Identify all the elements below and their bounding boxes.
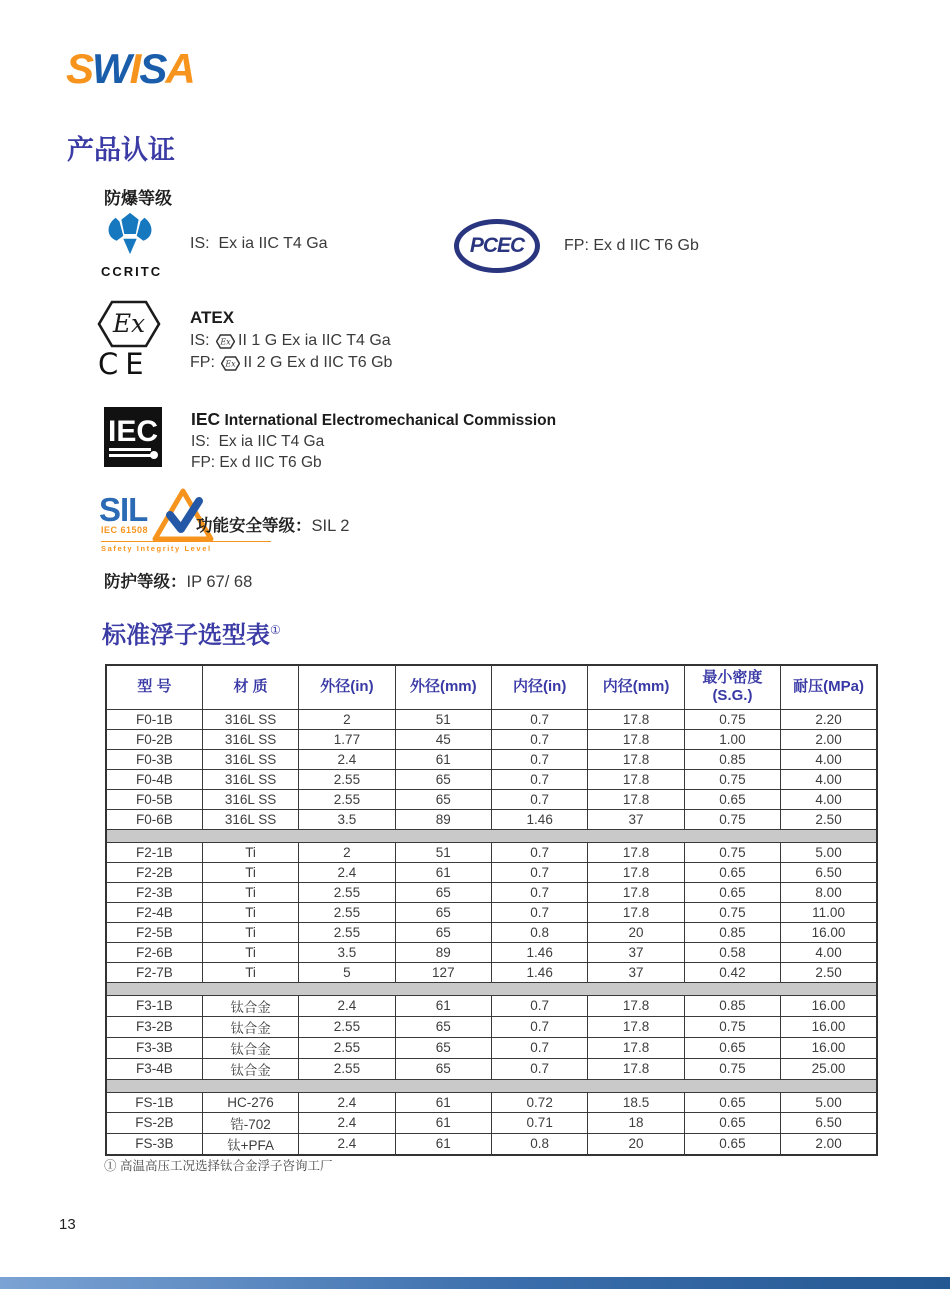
table-cell: F2-5B [106, 922, 202, 942]
table-cell: 0.72 [492, 1092, 588, 1112]
table-cell: 51 [395, 842, 491, 862]
atex-block [190, 308, 392, 372]
table-cell: 20 [588, 922, 684, 942]
ex-hexagon-small-icon [216, 334, 235, 349]
table-row [106, 1133, 877, 1155]
table-cell: 1.77 [299, 729, 395, 749]
table-cell: 65 [395, 902, 491, 922]
table-cell: F0-1B [106, 709, 202, 729]
table-cell: 0.7 [492, 1058, 588, 1079]
table-cell: F2-3B [106, 882, 202, 902]
table-cell: 45 [395, 729, 491, 749]
brand-logo [66, 45, 194, 92]
table-row [106, 789, 877, 809]
table-cell: 0.65 [684, 1112, 780, 1133]
brand-letter: I [129, 45, 140, 92]
table-row [106, 1112, 877, 1133]
table-separator-cell [106, 829, 877, 842]
ip-rating-value: IP 67/ 68 [186, 573, 253, 591]
table-cell: 5.00 [781, 842, 877, 862]
table-cell: 0.85 [684, 922, 780, 942]
table-cell: 316L SS [202, 709, 298, 729]
column-header: 内径(in) [492, 665, 588, 709]
table-cell: 20 [588, 1133, 684, 1155]
table-cell: 0.65 [684, 1092, 780, 1112]
table-cell: F0-4B [106, 769, 202, 789]
iec-title-strong: IEC [191, 409, 221, 429]
table-cell: 17.8 [588, 789, 684, 809]
table-cell: 0.85 [684, 995, 780, 1016]
table-cell: 0.75 [684, 769, 780, 789]
table-cell: F0-5B [106, 789, 202, 809]
table-cell: 0.42 [684, 962, 780, 982]
table-body [106, 709, 877, 1155]
table-cell: 61 [395, 1112, 491, 1133]
footer-bar [0, 1277, 950, 1289]
ccritc-emblem-icon [101, 244, 159, 261]
table-cell: 2.4 [299, 1133, 395, 1155]
table-cell: 17.8 [588, 882, 684, 902]
sil-logo-text: SIL [99, 491, 148, 528]
table-cell: 0.7 [492, 882, 588, 902]
table-row [106, 922, 877, 942]
table-cell: F2-4B [106, 902, 202, 922]
table-cell: Ti [202, 942, 298, 962]
table-cell: 0.7 [492, 789, 588, 809]
table-cell: 0.65 [684, 1037, 780, 1058]
table-row [106, 1058, 877, 1079]
ccritc-rating-text: IS: Ex ia IIC T4 Ga [190, 235, 328, 252]
table-cell: F0-3B [106, 749, 202, 769]
table-cell: F2-7B [106, 962, 202, 982]
table-cell: 2.4 [299, 1092, 395, 1112]
table-cell: 0.7 [492, 1016, 588, 1037]
table-cell: Ti [202, 902, 298, 922]
table-cell: 锆-702 [202, 1112, 298, 1133]
table-cell: Ti [202, 842, 298, 862]
table-row [106, 709, 877, 729]
ccritc-logo [101, 211, 171, 279]
table-separator-cell [106, 982, 877, 995]
table-cell: 17.8 [588, 862, 684, 882]
table-cell: 0.7 [492, 995, 588, 1016]
float-selection-table [105, 664, 878, 1156]
sil-caption: Safety Integrity Level [101, 541, 271, 553]
table-cell: FS-1B [106, 1092, 202, 1112]
table-cell: 17.8 [588, 709, 684, 729]
table-cell: 316L SS [202, 769, 298, 789]
table-cell: 0.75 [684, 1016, 780, 1037]
table-row [106, 862, 877, 882]
table-cell: 0.65 [684, 882, 780, 902]
table-cell: F2-2B [106, 862, 202, 882]
sil-rating-line [196, 512, 349, 536]
float-table-title-text: 标准浮子选型表 [102, 622, 270, 649]
atex-fp-prefix: FP: [190, 354, 220, 371]
table-cell: 17.8 [588, 749, 684, 769]
page-title: 产品认证 [67, 135, 175, 165]
table-cell: 65 [395, 922, 491, 942]
table-cell: 2.55 [299, 789, 395, 809]
table-cell: 25.00 [781, 1058, 877, 1079]
column-header: 外径(mm) [395, 665, 491, 709]
table-cell: F2-1B [106, 842, 202, 862]
table-row [106, 1092, 877, 1112]
float-table-title-sup: ① [270, 623, 281, 637]
table-cell: 2 [299, 842, 395, 862]
table-cell: 0.75 [684, 842, 780, 862]
table-cell: 16.00 [781, 922, 877, 942]
ip-rating-line [104, 568, 252, 592]
table-cell: 2 [299, 709, 395, 729]
table-cell: F0-2B [106, 729, 202, 749]
table-cell: 37 [588, 962, 684, 982]
table-cell: 17.8 [588, 902, 684, 922]
table-cell: 65 [395, 769, 491, 789]
pcec-rating-text: FP: Ex d IIC T6 Gb [564, 237, 699, 254]
column-header: 最小密度 (S.G.) [684, 665, 780, 709]
svg-text:Ex: Ex [220, 336, 231, 346]
table-cell: 钛合金 [202, 995, 298, 1016]
table-cell: 0.65 [684, 789, 780, 809]
table-cell: 2.50 [781, 962, 877, 982]
brand-letter: W [92, 45, 130, 92]
table-cell: 0.75 [684, 809, 780, 829]
ip-rating-label: 防护等级： [104, 573, 187, 591]
table-cell: 11.00 [781, 902, 877, 922]
table-row [106, 995, 877, 1016]
table-cell: 18.5 [588, 1092, 684, 1112]
table-cell: 4.00 [781, 769, 877, 789]
table-cell: Ti [202, 882, 298, 902]
table-row [106, 769, 877, 789]
ex-hexagon-icon [97, 300, 161, 353]
table-cell: 65 [395, 1058, 491, 1079]
table-cell: 0.8 [492, 1133, 588, 1155]
table-cell: 0.75 [684, 902, 780, 922]
table-cell: 2.55 [299, 882, 395, 902]
table-cell: 2.55 [299, 1037, 395, 1058]
column-header: 耐压(MPa) [781, 665, 877, 709]
atex-fp-text: II 2 G Ex d IIC T6 Gb [243, 354, 393, 371]
brand-letter: S [66, 45, 93, 92]
table-row [106, 882, 877, 902]
table-cell: 2.20 [781, 709, 877, 729]
table-cell: 8.00 [781, 882, 877, 902]
table-cell: 61 [395, 1133, 491, 1155]
table-cell: 37 [588, 942, 684, 962]
table-row [106, 902, 877, 922]
table-cell: 1.46 [492, 962, 588, 982]
table-cell: 6.50 [781, 862, 877, 882]
table-cell: 17.8 [588, 995, 684, 1016]
table-cell: 0.7 [492, 729, 588, 749]
table-cell: 65 [395, 1016, 491, 1037]
iec-fp-line: FP: Ex d IIC T6 Gb [191, 454, 322, 471]
table-cell: 5.00 [781, 1092, 877, 1112]
table-cell: 0.7 [492, 769, 588, 789]
iec-is-line: IS: Ex ia IIC T4 Ga [191, 433, 325, 450]
table-cell: 51 [395, 709, 491, 729]
table-row [106, 1016, 877, 1037]
table-cell: 0.75 [684, 709, 780, 729]
table-cell: FS-2B [106, 1112, 202, 1133]
svg-text:Ex: Ex [225, 358, 237, 368]
table-cell: 1.46 [492, 942, 588, 962]
table-cell: 2.4 [299, 862, 395, 882]
column-header: 材 质 [202, 665, 298, 709]
table-cell: 65 [395, 789, 491, 809]
table-cell: 4.00 [781, 749, 877, 769]
table-cell: 17.8 [588, 1037, 684, 1058]
table-cell: 61 [395, 995, 491, 1016]
table-cell: 0.7 [492, 842, 588, 862]
table-cell: Ti [202, 962, 298, 982]
column-header: 型 号 [106, 665, 202, 709]
atex-is-prefix: IS: [190, 332, 215, 349]
ex-hexagon-small-icon [221, 356, 240, 371]
table-cell: 钛合金 [202, 1058, 298, 1079]
iec-logo-icon [104, 407, 162, 472]
table-cell: 6.50 [781, 1112, 877, 1133]
table-cell: 89 [395, 942, 491, 962]
table-cell: 2.4 [299, 995, 395, 1016]
table-cell: 2.4 [299, 1112, 395, 1133]
table-cell: 0.65 [684, 862, 780, 882]
table-separator-row [106, 829, 877, 842]
table-cell: 4.00 [781, 789, 877, 809]
table-row [106, 809, 877, 829]
iec-title-rest: International Electromechanical Commission [220, 412, 557, 429]
table-separator-cell [106, 1079, 877, 1092]
table-cell: 4.00 [781, 942, 877, 962]
table-cell: 钛合金 [202, 1037, 298, 1058]
table-cell: 0.71 [492, 1112, 588, 1133]
table-cell: 2.50 [781, 809, 877, 829]
table-cell: 316L SS [202, 749, 298, 769]
table-cell: 2.55 [299, 1016, 395, 1037]
table-cell: 61 [395, 862, 491, 882]
atex-is-text: II 1 G Ex ia IIC T4 Ga [238, 332, 391, 349]
table-cell: 0.85 [684, 749, 780, 769]
page-number: 13 [59, 1216, 76, 1233]
table-header-row [106, 665, 877, 709]
atex-is-line [190, 332, 392, 350]
table-cell: F3-2B [106, 1016, 202, 1037]
table-cell: 0.7 [492, 862, 588, 882]
column-header: 外径(in) [299, 665, 395, 709]
ce-mark-icon: CE [98, 347, 151, 381]
table-cell: 2.00 [781, 1133, 877, 1155]
table-cell: 316L SS [202, 789, 298, 809]
table-cell: 0.65 [684, 1133, 780, 1155]
table-cell: 0.58 [684, 942, 780, 962]
table-cell: F3-1B [106, 995, 202, 1016]
table-cell: 0.7 [492, 749, 588, 769]
table-row [106, 962, 877, 982]
table-cell: 316L SS [202, 809, 298, 829]
ex-hexagon-label: Ex [112, 309, 146, 338]
table-row [106, 942, 877, 962]
table-cell: 16.00 [781, 1016, 877, 1037]
table-cell: F3-3B [106, 1037, 202, 1058]
table-separator-row [106, 1079, 877, 1092]
brand-letter: S [139, 45, 166, 92]
table-cell: 37 [588, 809, 684, 829]
table-row [106, 842, 877, 862]
section-heading-explosion: 防爆等级 [104, 189, 172, 208]
table-cell: 65 [395, 1037, 491, 1058]
table-cell: 16.00 [781, 1037, 877, 1058]
table-separator-row [106, 982, 877, 995]
table-cell: 钛合金 [202, 1016, 298, 1037]
table-cell: FS-3B [106, 1133, 202, 1155]
table-cell: 16.00 [781, 995, 877, 1016]
table-row [106, 1037, 877, 1058]
table-cell: F3-4B [106, 1058, 202, 1079]
table-cell: 17.8 [588, 1016, 684, 1037]
table-cell: 0.75 [684, 1058, 780, 1079]
table-cell: 5 [299, 962, 395, 982]
iec-title [191, 409, 556, 430]
table-cell: 3.5 [299, 809, 395, 829]
pcec-logo-text: PCEC [469, 234, 525, 257]
sil-rating-label: 功能安全等级： [196, 517, 312, 535]
table-cell: 65 [395, 882, 491, 902]
float-table-title [102, 615, 281, 650]
table-cell: Ti [202, 922, 298, 942]
table-cell: 61 [395, 1092, 491, 1112]
sil-iec61508-label: IEC 61508 [101, 525, 149, 535]
table-cell: 17.8 [588, 729, 684, 749]
atex-fp-line [190, 354, 392, 372]
table-cell: 2.55 [299, 922, 395, 942]
table-cell: HC-276 [202, 1092, 298, 1112]
table-cell: 0.8 [492, 922, 588, 942]
table-cell: F2-6B [106, 942, 202, 962]
table-cell: 89 [395, 809, 491, 829]
iec-block [191, 409, 556, 472]
sil-rating-value: SIL 2 [311, 517, 350, 535]
table-cell: 0.7 [492, 1037, 588, 1058]
table-cell: 127 [395, 962, 491, 982]
table-cell: 17.8 [588, 769, 684, 789]
table-cell: 316L SS [202, 729, 298, 749]
atex-title: ATEX [190, 308, 235, 327]
table-cell: 2.55 [299, 1058, 395, 1079]
ccritc-caption: CCRITC [101, 264, 163, 279]
table-cell: 2.55 [299, 902, 395, 922]
column-header: 内径(mm) [588, 665, 684, 709]
table-cell: 2.00 [781, 729, 877, 749]
pcec-logo [454, 219, 540, 273]
table-cell: 61 [395, 749, 491, 769]
table-cell: 0.7 [492, 709, 588, 729]
table-cell: 钛+PFA [202, 1133, 298, 1155]
table-cell: 17.8 [588, 1058, 684, 1079]
table-cell: 18 [588, 1112, 684, 1133]
brand-letter: A [165, 45, 194, 92]
table-row [106, 749, 877, 769]
table-cell: Ti [202, 862, 298, 882]
table-cell: 2.4 [299, 749, 395, 769]
svg-text:IEC: IEC [108, 415, 159, 448]
table-row [106, 729, 877, 749]
table-cell: 3.5 [299, 942, 395, 962]
table-cell: F0-6B [106, 809, 202, 829]
table-cell: 0.7 [492, 902, 588, 922]
table-footnote: ① 高温高压工况选择钛合金浮子咨询工厂 [104, 1159, 333, 1173]
table-cell: 1.00 [684, 729, 780, 749]
table-cell: 1.46 [492, 809, 588, 829]
table-cell: 17.8 [588, 842, 684, 862]
table-cell: 2.55 [299, 769, 395, 789]
